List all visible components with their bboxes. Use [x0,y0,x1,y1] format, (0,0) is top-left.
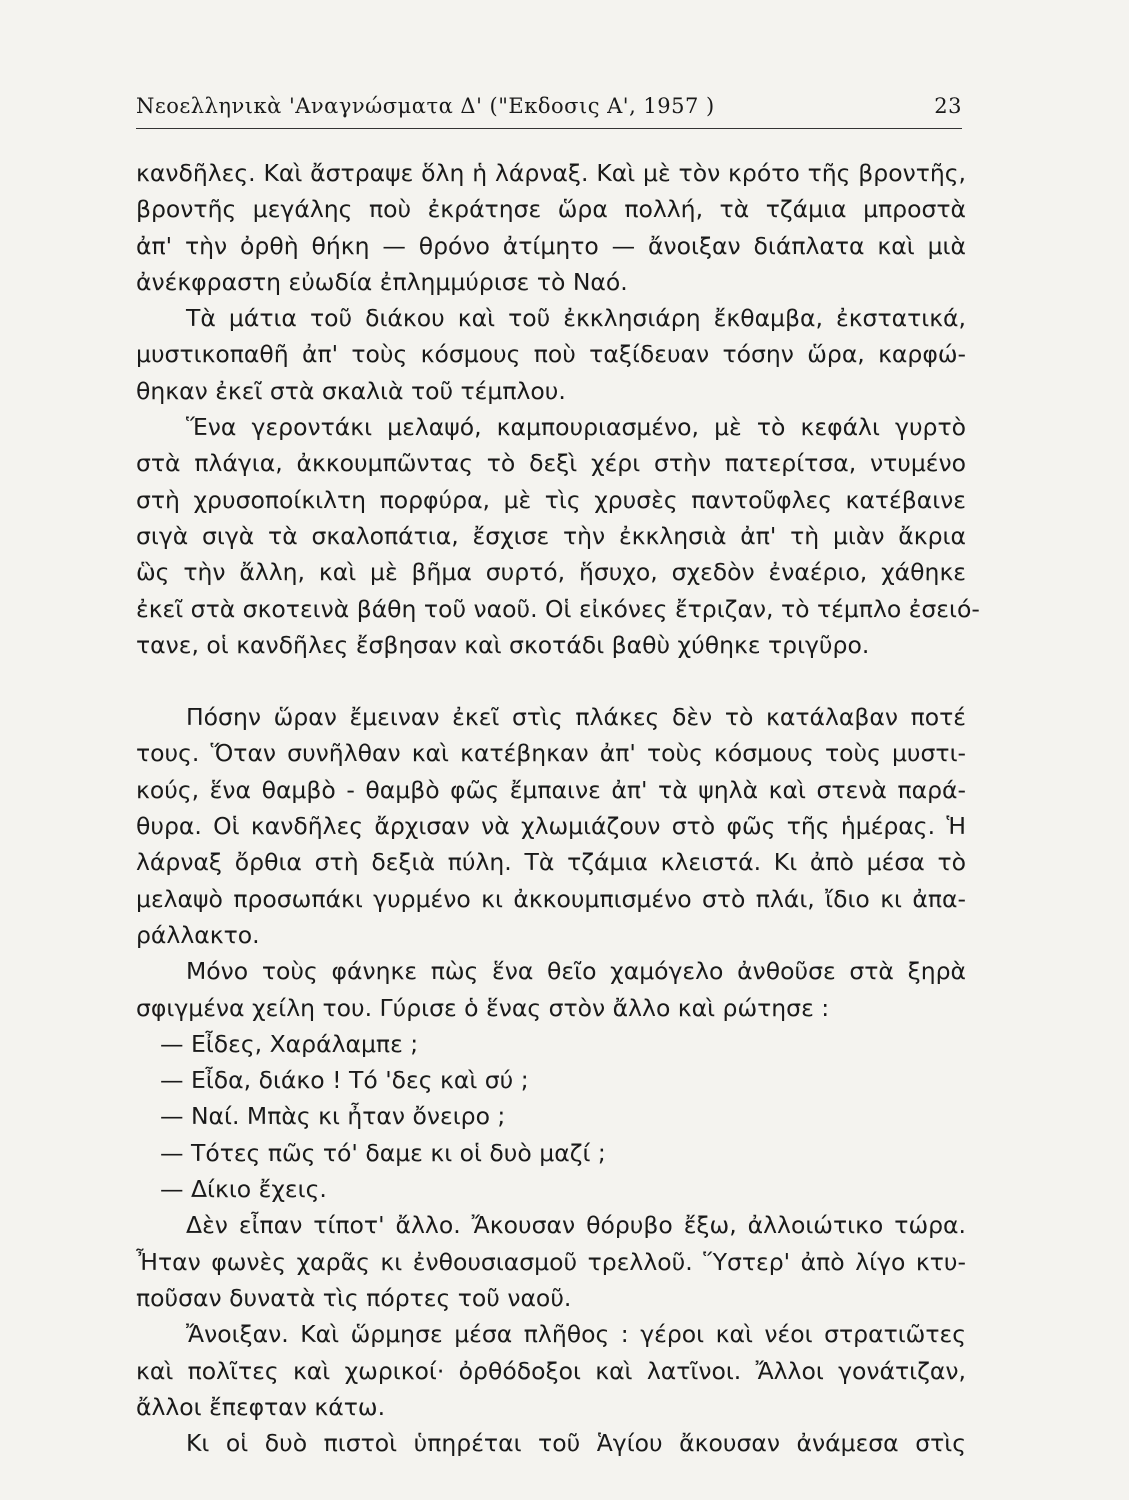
text-line: κανδῆλες. Καὶ ἄστραψε ὅλη ἡ λάρναξ. Καὶ μὲ τὸν κρότο τῆς βροντῆς, [136,159,966,187]
text-line: στὴ χρυσοποίκιλτη πορφύρα, μὲ τὶς χρυσὲς παντοῦφλες κατέβαινε [136,485,966,514]
text-line: Κι οἱ δυὸ πιστοὶ ὑπηρέται τοῦ Ἁγίου ἄκουσαν ἀνάμεσα στὶς [186,1429,966,1458]
text-line: θυρα. Οἱ κανδῆλες ἄρχισαν νὰ χλωμιάζουν στὸ φῶς τῆς ἡμέρας. Ἡ [136,812,966,841]
text-line: ἐκεῖ στὰ σκοτεινὰ βάθη τοῦ ναοῦ. Οἱ εἰκόνες ἔτριζαν, τὸ τέμπλο ἐσειό- [136,594,980,623]
text-line: σιγὰ σιγὰ τὰ σκαλοπάτια, ἔσχισε τὴν ἐκκλησιὰ ἀπ' τὴ μιὰν ἄκρια [136,521,966,550]
text-line: ἀνέκφραστη εὐωδία ἐπλημμύρισε τὸ Ναό. [136,267,628,296]
page-body [136,155,980,1461]
text-line: καὶ πολῖτες καὶ χωρικοί· ὀρθόδοξοι καὶ λατῖνοι. Ἄλλοι γονάτιζαν, [136,1356,966,1385]
text-line: λάρναξ ὄρθια στὴ δεξιὰ πύλη. Τὰ τζάμια κλειστά. Κι ἀπὸ μέσα τὸ [136,848,966,877]
text-line: ποῦσαν δυνατὰ τὶς πόρτες τοῦ ναοῦ. [136,1283,572,1312]
section-break [136,663,966,699]
text-line: Δὲν εἶπαν τίποτ' ἄλλο. Ἄκουσαν θόρυβο ἔξω, ἀλλοιώτικο τώρα. [186,1211,966,1240]
dialogue-line: — Εἶδα, διάκο ! Τό 'δες καὶ σύ ; [160,1066,529,1095]
dialogue-line: — Τότες πῶς τό' δαμε κι οἱ δυὸ μαζί ; [160,1138,606,1167]
text-line: στὰ πλάγια, ἀκκουμπῶντας τὸ δεξὶ χέρι στὴν πατερίτσα, ντυμένο [136,449,966,478]
text-line: θηκαν ἐκεῖ στὰ σκαλιὰ τοῦ τέμπλου. [136,376,566,405]
book-title: Νεοελληνικὰ 'Αναγνώσματα Δ' ("Εκδοσις Α', 1957 ) [136,94,715,118]
dialogue-line: — Εἶδες, Χαράλαμπε ; [160,1029,419,1058]
text-line: μελαψὸ προσωπάκι γυρμένο κι ἀκκουμπισμένο στὸ πλάι, ἴδιο κι ἀπα- [136,884,966,913]
text-line: Τὰ μάτια τοῦ διάκου καὶ τοῦ ἐκκλησιάρη ἔκθαμβα, ἐκστατικά, [186,304,966,333]
text-line: Ἕνα γεροντάκι μελαψό, καμπουριασμένο, μὲ τὸ κεφάλι γυρτὸ [186,413,966,442]
text-line: τους. Ὅταν συνῆλθαν καὶ κατέβηκαν ἀπ' τοὺς κόσμους τοὺς μυστι- [136,739,966,768]
text-line: μυστικοπαθῆ ἀπ' τοὺς κόσμους ποὺ ταξίδευαν τόσην ὥρα, καρφώ- [136,340,966,369]
text-line: κούς, ἕνα θαμβὸ - θαμβὸ φῶς ἔμπαινε ἀπ' τὰ ψηλὰ καὶ στενὰ παρά- [136,775,966,804]
dialogue-line: — Δίκιο ἔχεις. [160,1175,327,1204]
text-line: ἀπ' τὴν ὀρθὴ θήκη — θρόνο ἀτίμητο — ἄνοιξαν διάπλατα καὶ μιὰ [136,231,966,260]
dialogue-line: — Ναί. Μπὰς κι ἦταν ὄνειρο ; [160,1102,506,1131]
running-header [136,88,962,129]
text-line: ἄλλοι ἔπεφταν κάτω. [136,1392,386,1421]
text-line: ὣς τὴν ἄλλη, καὶ μὲ βῆμα συρτό, ἥσυχο, σχεδὸν ἐναέριο, χάθηκε [136,558,966,587]
text-line: σφιγμένα χείλη του. Γύρισε ὁ ἕνας στὸν ἄλλο καὶ ρώτησε : [136,993,830,1022]
text-line: Ἄνοιξαν. Καὶ ὥρμησε μέσα πλῆθος : γέροι καὶ νέοι στρατιῶτες [186,1320,966,1349]
text-line: Μόνο τοὺς φάνηκε πὼς ἕνα θεῖο χαμόγελο ἀνθοῦσε στὰ ξηρὰ [186,957,966,986]
text-line: τανε, οἱ κανδῆλες ἔσβησαν καὶ σκοτάδι βαθὺ χύθηκε τριγῦρο. [136,630,870,659]
text-line: βροντῆς μεγάλης ποὺ ἐκράτησε ὥρα πολλή, τὰ τζάμια μπροστὰ [136,195,966,224]
text-line: ράλλακτο. [136,920,260,949]
text-line: Ἦταν φωνὲς χαρᾶς κι ἐνθουσιασμοῦ τρελλοῦ. Ὕστερ' ἀπὸ λίγο κτυ- [136,1247,966,1276]
page-number: 23 [934,94,962,118]
text-line: Πόσην ὥραν ἔμειναν ἐκεῖ στὶς πλάκες δὲν τὸ κατάλαβαν ποτέ [186,703,966,732]
